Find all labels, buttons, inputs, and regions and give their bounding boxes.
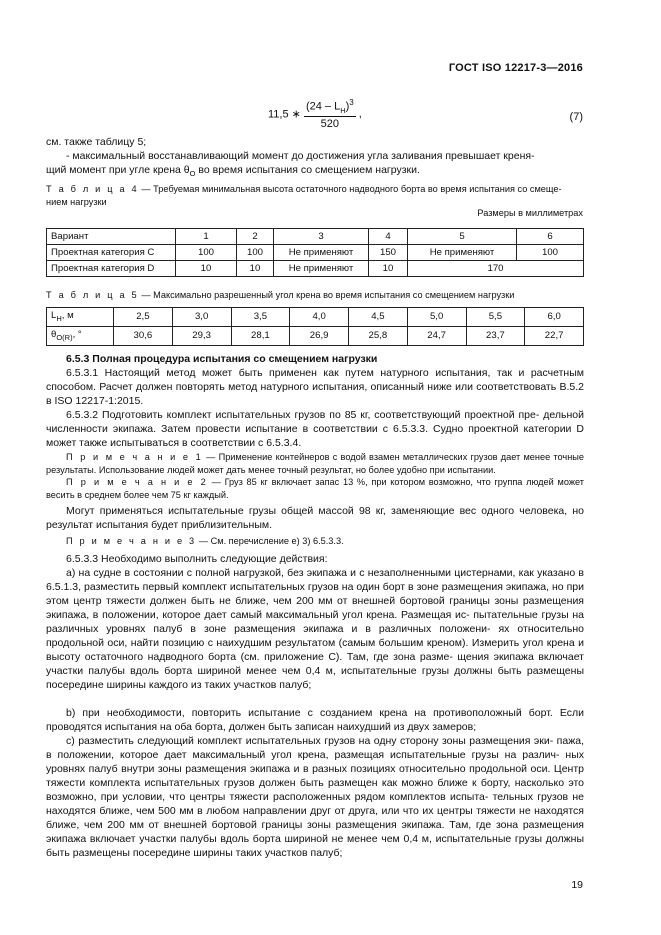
item-c: с) разместить следующий комплект испытательных грузов на одну сторону зоны размещения эки- пажа, в положении, которое дает максимальный угол крена, размещая испытательные грузы на различ- ных уровнях палуб внутри зоны размещения экипажа и в разных позициях относительно продольной оси. Центр тяжести комплекта испытательных грузов должен быть размещен как можно ближе к борту, насколько это возможно, при условии, что центры тяжести расположенных рядом комплектов испыта- тельных грузов не находятся ближе, чем 500 мм в любом направлении друг от друга, или что их центры тяжести не находятся ближе, чем 200 мм от внешней бортовой границы зоны размещения экипажа. Там, где зона размещения экипажа включает участки палубы вдоль борта шириной не менее чем 0,4 м, испытательные грузы должны быть размещены посередине ширины таких участков палуб; <box>46 735 584 859</box>
table-cell: 22,7 <box>525 326 584 345</box>
table-cell: Проектная категория С <box>47 245 176 261</box>
table-4-caption: Т а б л и ц а 4 — Требуемая минимальная высота остаточного надводного борта во время испытания со смеще- нием нагрузки <box>46 184 562 207</box>
table-cell: Не применяют <box>274 261 369 277</box>
table-5 <box>46 307 584 346</box>
table-cell: 25,8 <box>349 326 408 345</box>
table-cell: 170 <box>408 261 584 277</box>
formula-fraction <box>304 98 356 130</box>
table-5-caption: Т а б л и ц а 5 — Максимально разрешенный угол крена во время испытания со смещением нагрузки <box>46 290 515 300</box>
table-cell: 3 <box>274 229 369 245</box>
item-a: а) на судне в состоянии с полной нагрузкой, без экипажа и с незаполненными цистернами, как указано в 6.5.1.3, разместить первый комплект испытательных грузов на один борт в зоне размещения экипажа, но при этом центр тяжести должен быть не ближе, чем 200 мм от внешней бортовой границы зоны размещения экипажа, в положении, которое дает самый максимальный угол крена. Размещая ис- пытательные грузы на различных уровнях палуб в зоне размещения экипажа и в различных положени- ях относительно продольной оси, найти позицию с наихудшим результатом (самым большим креном). Измерить угол крена и высоту остаточного надводного борта (см. приложение С). Там, где зона разме- щения экипажа включает участки палубы вдоль борта шириной менее чем 0,4 м, испытательные грузы должны быть размещены посередине ширины каждого из таких участков палуб; <box>46 567 584 691</box>
table-cell: 1 <box>176 229 237 245</box>
formula-denominator: 520 <box>320 117 340 130</box>
document-header: ГОСТ ISO 12217-3—2016 <box>448 62 583 74</box>
note-2: П р и м е ч а н и е 2 — Груз 85 кг включает запас 13 %, при котором возможно, что группа людей может весить в среднем более чем 75 кг каждый. <box>46 477 584 500</box>
table-cell: 10 <box>237 261 274 277</box>
table-cell: 150 <box>369 245 408 261</box>
table-cell: 26,9 <box>290 326 349 345</box>
table-row <box>47 229 584 245</box>
table-row <box>47 326 584 345</box>
table-cell: 24,7 <box>407 326 466 345</box>
table-cell: $L_Н$, м <box>47 308 114 327</box>
see-table-5-text: см. также таблицу 5; <box>46 136 147 148</box>
table-cell: 100 <box>517 245 584 261</box>
table-cell: 2 <box>237 229 274 245</box>
formula-coef: 11,5 ∗ <box>268 108 301 121</box>
table-cell: 10 <box>369 261 408 277</box>
formula-number: (7) <box>569 111 583 123</box>
max-moment-text: - максимальный восстанавливающий момент до достижения угла заливания превышает креня- щий момент при угле крена $\theta_О$ во время испытания со смещением нагрузки. <box>46 150 535 179</box>
note-1: П р и м е ч а н и е 1 — Применение контейнеров с водой взамен металлических грузов дает менее точные результаты. Использование людей может дать менее точный результат, но более удобно при испытании. <box>46 452 584 475</box>
page-number: 19 <box>571 879 583 891</box>
table-cell: 100 <box>176 245 237 261</box>
table-row <box>47 245 584 261</box>
table-cell: 5,0 <box>407 308 466 327</box>
table-cell: 3,0 <box>172 308 231 327</box>
table-cell: 4,0 <box>290 308 349 327</box>
formula-7 <box>268 98 362 130</box>
table-cell: 2,5 <box>114 308 173 327</box>
table-cell: 23,7 <box>466 326 525 345</box>
table-cell: 6,0 <box>525 308 584 327</box>
formula-trail: , <box>358 107 362 120</box>
paragraph-6-5-3-3: 6.5.3.3 Необходимо выполнить следующие действия: <box>66 553 328 565</box>
table-cell: 3,5 <box>231 308 290 327</box>
formula-numerator: $(24 - L_Н)^3$ <box>305 98 354 115</box>
table-cell: 4 <box>369 229 408 245</box>
table-4 <box>46 228 584 277</box>
table-cell: 100 <box>237 245 274 261</box>
paragraph-6-5-3-2: 6.5.3.2 Подготовить комплект испытательных грузов по 85 кг, соответствующий проектной пре- дельной численности экипажа. Затем провести испытание в соответствии с 6.5.3.3. Судно проектной категории D может также испытываться в соответствии с 6.5.3.4. <box>46 409 584 449</box>
table-cell: Не применяют <box>408 245 517 261</box>
note-3: П р и м е ч а н и е 3 — См. перечисление е) 3) 6.5.3.3. <box>66 536 344 546</box>
table-cell: 30,6 <box>114 326 173 345</box>
table-4-units: Размеры в миллиметрах <box>477 208 583 218</box>
table-cell: 10 <box>176 261 237 277</box>
table-cell: 4,5 <box>349 308 408 327</box>
table-cell: 5 <box>408 229 517 245</box>
table-cell: Не применяют <box>274 245 369 261</box>
table-row <box>47 308 584 327</box>
table-cell: $\theta_{O(R)}$, ° <box>47 326 114 345</box>
section-title: 6.5.3 Полная процедура испытания со смещением нагрузки <box>66 353 378 365</box>
table-cell: Проектная категория D <box>47 261 176 277</box>
paragraph-6-5-3-1: 6.5.3.1 Настоящий метод может быть применен как путем натурного испытания, так и расчетным способом. Расчет должен повторять метод натурного испытания, описанный ниже или соответствовать В.5.2 в ISO 12217-1:2015. <box>46 367 584 407</box>
table-cell: Вариант <box>47 229 176 245</box>
table-row <box>47 261 584 277</box>
table-cell: 29,3 <box>172 326 231 345</box>
paragraph-98kg: Могут применяться испытательные грузы общей массой 98 кг, заменяющие вес одного человека, но результат испытания будет приблизительным. <box>46 505 584 531</box>
item-b: b) при необходимости, повторить испытание с созданием крена на противоположный борт. Если проводятся испытания на оба борта, должен быть записан наихудший из двух замеров; <box>46 707 584 733</box>
table-cell: 5,5 <box>466 308 525 327</box>
table-cell: 28,1 <box>231 326 290 345</box>
table-cell: 6 <box>517 229 584 245</box>
